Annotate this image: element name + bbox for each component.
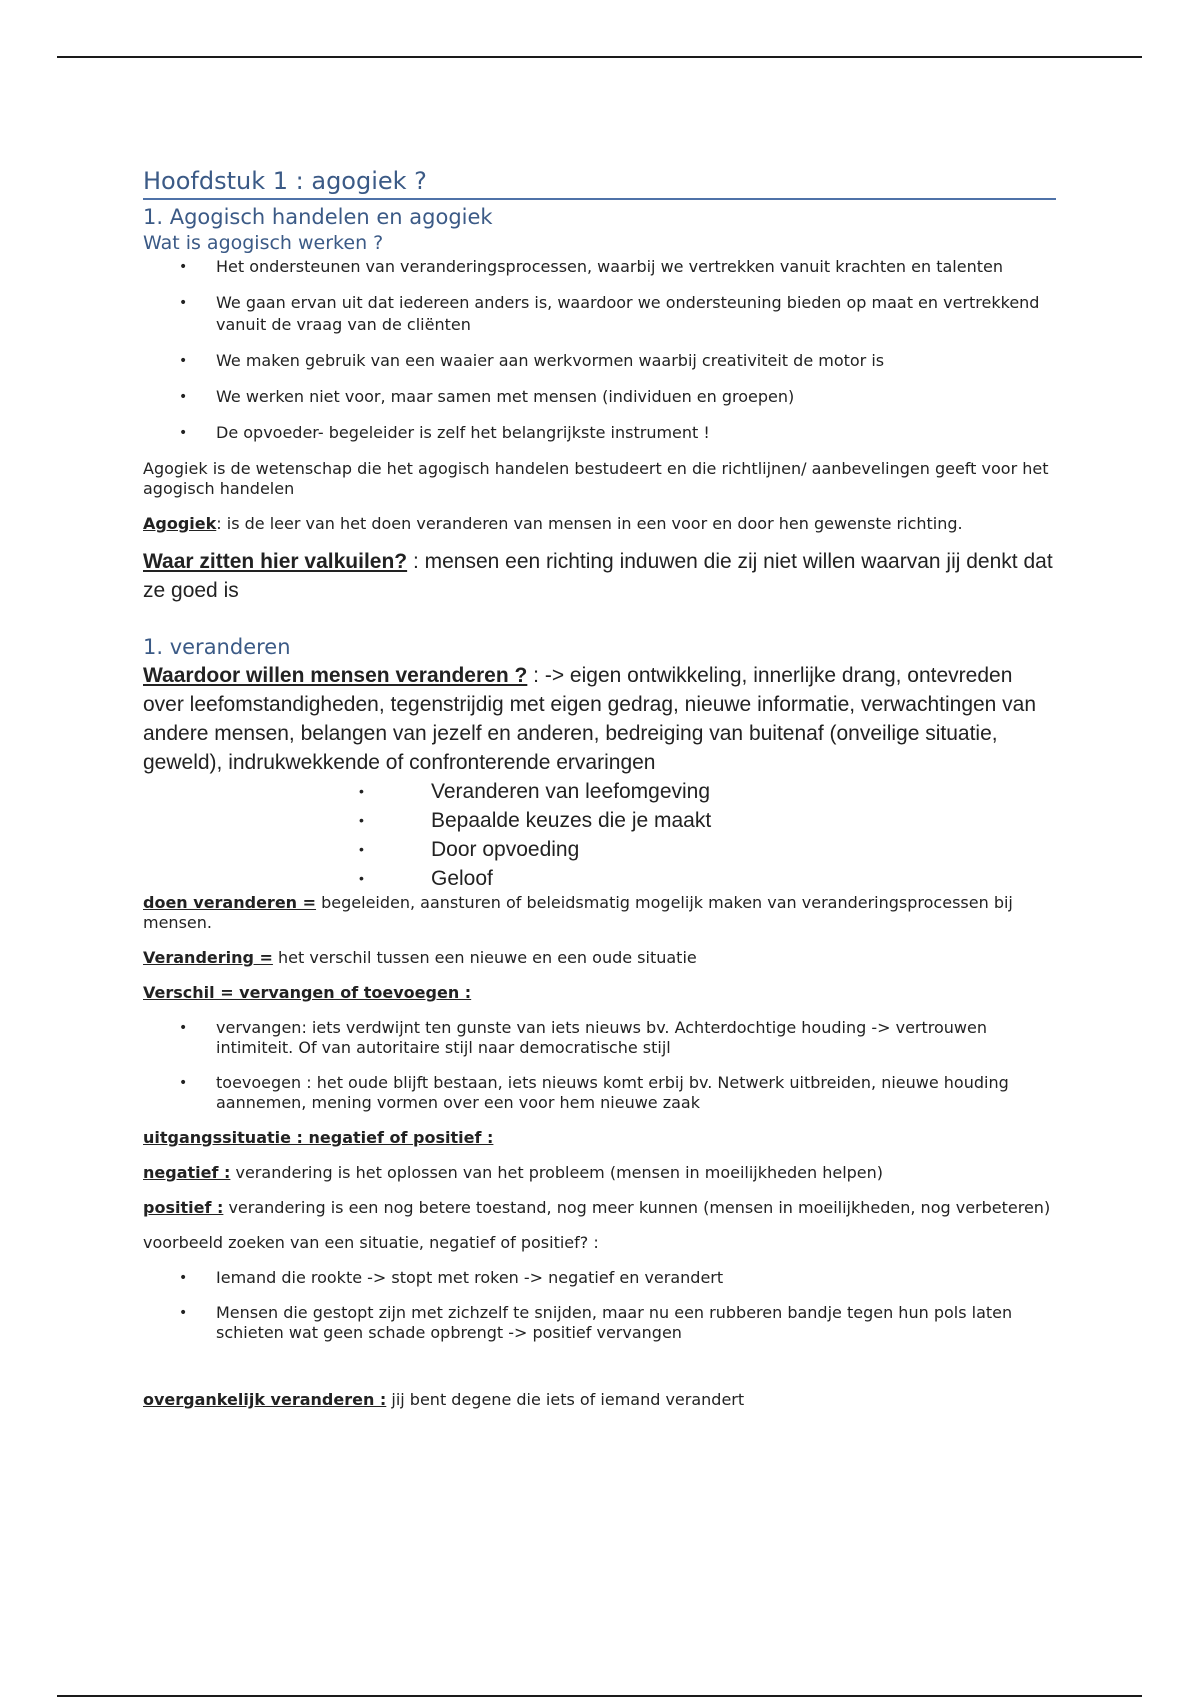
list-item (143, 1303, 1056, 1343)
verandering-term: Verandering = (143, 948, 273, 967)
list-item (143, 386, 1056, 408)
list-item (143, 1073, 1056, 1113)
bullet-icon: • (179, 353, 188, 369)
list-item-text: vervangen: iets verdwijnt ten gunste van iets nieuws bv. Achterdochtige houding -> vertrouwen intimiteit. Of van autoritaire stijl naar democratische stijl (216, 1018, 987, 1057)
voorbeeld-paragraph: voorbeeld zoeken van een situatie, negatief of positief? : (143, 1233, 599, 1252)
agogiek-definition-paragraph: Agogiek is de wetenschap die het agogisch handelen bestudeert en die richtlijnen/ aanbevelingen geeft voor het agogisch handelen (143, 459, 1049, 498)
list-item-text: We werken niet voor, maar samen met mensen (individuen en groepen) (216, 387, 795, 406)
agogiek-term: Agogiek (143, 514, 217, 533)
document-body (143, 165, 1056, 1410)
list-item (143, 256, 1056, 278)
verschil-paragraph (143, 983, 1056, 1003)
chapter-title: Hoofdstuk 1 : agogiek ? (143, 165, 1056, 200)
bullet-icon: • (179, 1075, 188, 1091)
list-item (143, 422, 1056, 444)
list-item (143, 864, 1056, 893)
list-item (143, 1268, 1056, 1288)
negatief-text: verandering is het oplossen van het probleem (mensen in moeilijkheden helpen) (230, 1163, 884, 1182)
overgankelijk-text: jij bent degene die iets of iemand verandert (386, 1390, 745, 1409)
negatief-term: negatief : (143, 1163, 231, 1182)
agogisch-werken-list (143, 256, 1056, 444)
bullet-icon: • (179, 389, 188, 405)
list-item-text: toevoegen : het oude blijft bestaan, iets nieuws komt erbij bv. Netwerk uitbreiden, nieuwe houding aannemen, mening vormen over een voor hem nieuwe zaak (216, 1073, 1009, 1112)
list-item (143, 777, 1056, 806)
list-item-text: We maken gebruik van een waaier aan werkvormen waarbij creativiteit de motor is (216, 351, 885, 370)
section-heading-agogisch-handelen: 1. Agogisch handelen en agogiek (143, 205, 493, 229)
bullet-icon: • (179, 295, 188, 311)
list-item-text: Iemand die rookte -> stopt met roken -> negatief en verandert (216, 1268, 724, 1287)
list-item-text: We gaan ervan uit dat iedereen anders is, waardoor we ondersteuning bieden op maat en vertrekkend vanuit de vraag van de cliënten (216, 293, 1040, 334)
verandering-paragraph (143, 948, 1056, 968)
section-heading-veranderen: 1. veranderen (143, 635, 291, 659)
why-change-term: Waardoor willen mensen veranderen ? (143, 664, 528, 687)
page-bottom-rule (57, 1695, 1142, 1697)
why-change-list (143, 777, 1056, 893)
list-item-text: De opvoeder- begeleider is zelf het belangrijkste instrument ! (216, 423, 710, 442)
overgankelijk-term: overgankelijk veranderen : (143, 1390, 387, 1409)
positief-text: verandering is een nog betere toestand, nog meer kunnen (mensen in moeilijkheden, nog verbeteren) (223, 1198, 1051, 1217)
page-top-rule (57, 56, 1142, 58)
bullet-icon: • (359, 783, 364, 799)
bullet-icon: • (359, 812, 364, 828)
uitgangssituatie-term: uitgangssituatie : negatief of positief : (143, 1128, 494, 1147)
uitgangssituatie-paragraph (143, 1128, 1056, 1148)
bullet-icon: • (179, 1020, 188, 1036)
list-item-text: Mensen die gestopt zijn met zichzelf te snijden, maar nu een rubberen bandje tegen hun pols laten schieten wat geen schade opbrengt -> positief vervangen (216, 1303, 1013, 1342)
subheading-agogisch-werken: Wat is agogisch werken ? (143, 232, 384, 254)
list-item-text: Het ondersteunen van veranderingsprocessen, waarbij we vertrekken vanuit krachten en talenten (216, 257, 1003, 276)
why-change-paragraph (143, 661, 1056, 777)
list-item (143, 835, 1056, 864)
list-item (143, 350, 1056, 372)
list-item-text: Door opvoeding (431, 838, 580, 861)
verandering-text: het verschil tussen een nieuwe en een oude situatie (272, 948, 697, 967)
negatief-paragraph (143, 1163, 1056, 1183)
positief-paragraph (143, 1198, 1056, 1218)
agogiek-term-paragraph (143, 514, 1056, 534)
voorbeeld-list (143, 1268, 1056, 1343)
pitfall-text: : mensen een richting induwen die zij niet willen waarvan jij denkt dat ze goed is (143, 550, 1053, 602)
doen-veranderen-paragraph (143, 893, 1056, 933)
positief-term: positief : (143, 1198, 224, 1217)
bullet-icon: • (359, 841, 364, 857)
list-item (143, 806, 1056, 835)
list-item (143, 1018, 1056, 1058)
agogiek-definition: : is de leer van het doen veranderen van mensen in een voor en door hen gewenste richting. (216, 514, 963, 533)
verschil-list (143, 1018, 1056, 1113)
list-item-text: Geloof (431, 867, 493, 890)
bullet-icon: • (179, 259, 188, 275)
list-item-text: Bepaalde keuzes die je maakt (431, 809, 712, 832)
list-item-text: Veranderen van leefomgeving (431, 780, 711, 803)
overgankelijk-paragraph (143, 1390, 1056, 1410)
why-change-text: : -> eigen ontwikkeling, innerlijke drang, ontevreden over leefomstandigheden, tegenstrijdig met eigen gedrag, nieuwe informatie, verwachtingen van andere mensen, belangen van jezelf en anderen, bedreiging van buitenaf (onveilige situatie, geweld), indrukwekkende of confronterende ervaringen (143, 664, 1037, 774)
bullet-icon: • (179, 425, 188, 441)
bullet-icon: • (359, 870, 364, 886)
verschil-term: Verschil = vervangen of toevoegen : (143, 983, 472, 1002)
pitfall-term: Waar zitten hier valkuilen? (143, 550, 408, 573)
doen-veranderen-text: begeleiden, aansturen of beleidsmatig mogelijk maken van veranderingsprocessen bij mensen. (143, 893, 1013, 932)
doen-veranderen-term: doen veranderen = (143, 893, 317, 912)
bullet-icon: • (179, 1305, 188, 1321)
bullet-icon: • (179, 1270, 188, 1286)
list-item (143, 292, 1056, 336)
pitfall-paragraph (143, 547, 1056, 605)
